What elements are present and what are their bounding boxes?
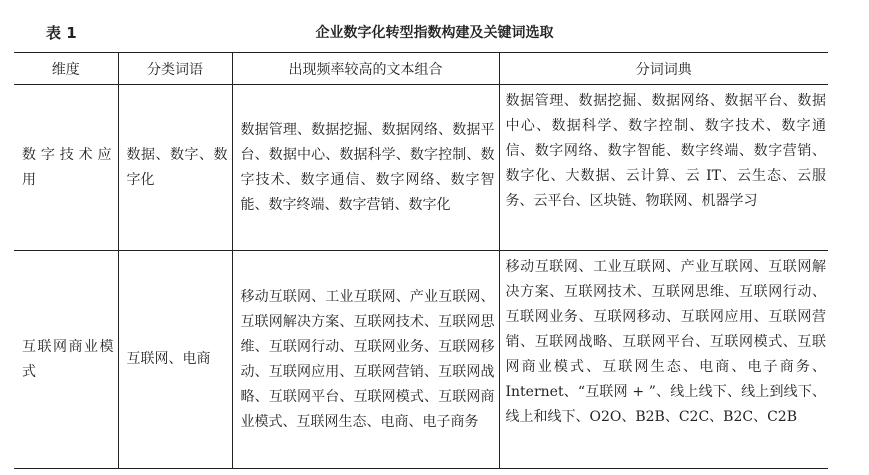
cell-combos: 数据管理、数据挖掘、数据网络、数据平台、数据中心、数据科学、数字控制、数字技术、数字通信、数字网络、数字智能、数字终端、数字营销、数字化 xyxy=(232,85,499,251)
cell-category: 互联网、电商 xyxy=(118,251,232,469)
header-combos: 出现频率较高的文本组合 xyxy=(232,53,499,85)
table-caption xyxy=(0,0,869,46)
cell-dictionary: 数据管理、数据挖掘、数据网络、数据平台、数据中心、数据科学、数字控制、数字技术、数字通信、数字网络、数字智能、数字终端、数字营销、数字化、大数据、云计算、云 IT、云生态、云服务、云平台、区块链、物联网、机器学习 xyxy=(499,85,828,251)
cell-dictionary: 移动互联网、工业互联网、产业互联网、互联网解决方案、互联网技术、互联网思维、互联网行动、互联网业务、互联网移动、互联网应用、互联网营销、互联网战略、互联网平台、互联网模式、互联网商业模式、互联网生态、电商、电子商务、Internet、“互联网 + ”、线上线下、线上到线下、线上和线下、O2O、B2B、C2C、B2C、C2B xyxy=(499,251,828,469)
table-row xyxy=(14,85,828,251)
table-number: 表 1 xyxy=(46,24,77,42)
header-dimension: 维度 xyxy=(14,53,118,85)
cell-category: 数据、数字、数字化 xyxy=(118,85,232,251)
table-row xyxy=(14,251,828,469)
cell-combos: 移动互联网、工业互联网、产业互联网、互联网解决方案、互联网技术、互联网思维、互联网行动、互联网业务、互联网移动、互联网应用、互联网营销、互联网战略、互联网平台、互联网模式、互联网商业模式、互联网生态、电商、电子商务 xyxy=(232,251,499,469)
header-category: 分类词语 xyxy=(118,53,232,85)
cell-dimension: 互联网商业模式 xyxy=(14,251,118,469)
keyword-table xyxy=(14,52,828,469)
header-dictionary: 分词词典 xyxy=(499,53,828,85)
header-row xyxy=(14,53,828,85)
cell-dimension: 数字技术应用 xyxy=(14,85,118,251)
table-title: 企业数字化转型指数构建及关键词选取 xyxy=(315,25,554,41)
